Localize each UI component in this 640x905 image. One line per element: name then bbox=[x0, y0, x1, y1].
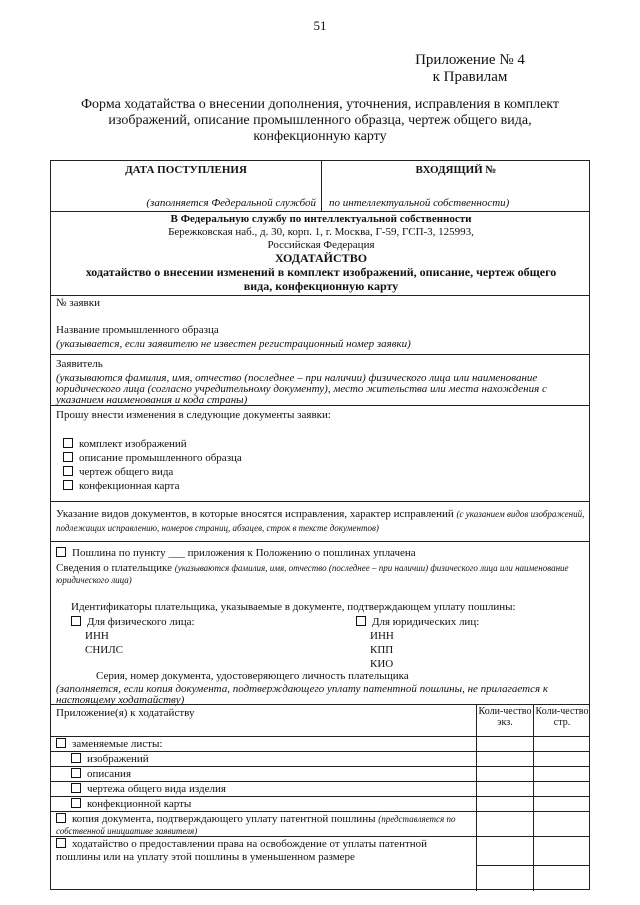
option-description[interactable]: описание промышленного образца bbox=[63, 451, 242, 465]
fee-paid[interactable]: Пошлина по пункту ___ приложения к Положению о пошлинах уплачена bbox=[56, 547, 416, 559]
corrections-block bbox=[56, 507, 586, 535]
corrections-label: Указание видов документов, в которые вносятся исправления, характер исправлений bbox=[56, 508, 454, 520]
fee-copy-note: (представляется по собственной инициативе заявителя) bbox=[56, 814, 456, 836]
addressee-line2: Бережковская наб., д. 30, корп. 1, г. Москва, Г-59, ГСП-3, 125993, bbox=[168, 226, 474, 238]
legal-kio: КИО bbox=[370, 658, 394, 670]
individual-inn: ИНН bbox=[85, 630, 109, 642]
payer-label: Сведения о плательщике bbox=[56, 562, 172, 574]
checkbox[interactable] bbox=[56, 738, 66, 748]
attachment-row-description[interactable]: описания bbox=[71, 768, 131, 780]
legal-checkbox-label[interactable]: Для юридических лиц: bbox=[356, 615, 479, 629]
individual-checkbox-label[interactable]: Для физического лица: bbox=[71, 615, 195, 629]
payer-block bbox=[56, 562, 586, 586]
petition-subheading: ходатайство о внесении изменений в комплект изображений, описание, чертеж общего вида, конфекционную карту bbox=[85, 265, 557, 293]
attachment-row-fee-exemption[interactable]: ходатайство о предоставлении права на освобождение от уплаты патентной пошлины или на уплату этой пошлины в уменьшенном размере bbox=[56, 838, 428, 863]
legal-inn: ИНН bbox=[370, 630, 394, 642]
payer-note: (указываются фамилия, имя, отчество (последнее – при наличии) физического лица или наименование юридического лица) bbox=[56, 563, 569, 585]
option-image-set[interactable]: комплект изображений bbox=[63, 437, 242, 451]
attachments-header: Приложение(я) к ходатайству bbox=[56, 707, 195, 719]
checkbox[interactable] bbox=[71, 616, 81, 626]
individual-ids bbox=[71, 615, 195, 657]
design-name-label: Название промышленного образца bbox=[56, 324, 219, 336]
checkbox[interactable] bbox=[71, 783, 81, 793]
checkbox[interactable] bbox=[56, 838, 66, 848]
checkbox[interactable] bbox=[356, 616, 366, 626]
checkbox[interactable] bbox=[63, 466, 73, 476]
petition-form bbox=[50, 160, 590, 890]
attachment-row-replaced-sheets[interactable]: заменяемые листы: bbox=[56, 738, 162, 750]
attachment-row-confection-card[interactable]: конфекционной карты bbox=[71, 798, 191, 810]
payer-ids-label: Идентификаторы плательщика, указываемые в документе, подтверждающем уплату пошлины: bbox=[71, 601, 516, 613]
checkbox[interactable] bbox=[71, 753, 81, 763]
appendix-line2: к Правилам bbox=[432, 69, 508, 85]
id-document-label: Серия, номер документа, удостоверяющего личность плательщика bbox=[96, 670, 409, 682]
attachment-row-images[interactable]: изображений bbox=[71, 753, 149, 765]
col-pages-header: Коли-чество стр. bbox=[535, 706, 589, 728]
addressee-line3: Российская Федерация bbox=[267, 239, 375, 251]
attachment-row-fee-copy[interactable]: копия документа, подтверждающего уплату патентной пошлины (представляется по собственной инициативе заявителя) bbox=[56, 813, 456, 836]
option-confection-card[interactable]: конфекционная карта bbox=[63, 479, 242, 493]
fill-note-right: по интеллектуальной собственности) bbox=[329, 197, 510, 209]
page-number: 51 bbox=[313, 18, 327, 33]
application-number-label: № заявки bbox=[56, 297, 100, 309]
individual-snils: СНИЛС bbox=[85, 644, 124, 656]
addressee-block bbox=[51, 213, 591, 252]
date-received-label: ДАТА ПОСТУПЛЕНИЯ bbox=[125, 164, 247, 176]
checkbox[interactable] bbox=[63, 452, 73, 462]
legal-ids bbox=[356, 615, 479, 671]
petition-heading: ХОДАТАЙСТВО bbox=[274, 251, 368, 265]
changes-options bbox=[63, 437, 242, 493]
col-copies-header: Коли-чество экз. bbox=[478, 706, 532, 728]
addressee-line1: В Федеральную службу по интеллектуальной собственности bbox=[170, 213, 472, 225]
id-document-note: (заполняется, если копия документа, подтверждающего уплату патентной пошлины, не прилагается к настоящему ходатайству) bbox=[56, 683, 548, 706]
checkbox[interactable] bbox=[71, 798, 81, 808]
changes-prompt: Прошу внести изменения в следующие документы заявки: bbox=[56, 409, 331, 421]
design-name-note: (указывается, если заявителю не известен регистрационный номер заявки) bbox=[56, 338, 411, 350]
form-title: Форма ходатайства о внесении дополнения, уточнения, исправления в комплект изображений, описание промышленного образца, чертеж общего вида, конфекционную карту bbox=[80, 97, 560, 144]
checkbox[interactable] bbox=[63, 438, 73, 448]
fill-note-left: (заполняется Федеральной службой bbox=[146, 197, 316, 209]
checkbox[interactable] bbox=[56, 813, 66, 823]
attachment-row-drawing[interactable]: чертежа общего вида изделия bbox=[71, 783, 226, 795]
legal-kpp: КПП bbox=[370, 644, 394, 656]
appendix-heading bbox=[380, 52, 560, 86]
checkbox[interactable] bbox=[56, 547, 66, 557]
applicant-label: Заявитель bbox=[56, 358, 103, 370]
incoming-number-label: ВХОДЯЩИЙ № bbox=[415, 164, 497, 176]
checkbox[interactable] bbox=[63, 480, 73, 490]
appendix-line1: Приложение № 4 bbox=[415, 52, 525, 68]
checkbox[interactable] bbox=[71, 768, 81, 778]
applicant-note: (указываются фамилия, имя, отчество (последнее – при наличии) физического лица или наименование юридического лица (согласно учредительному документу), место жительства или места нахождения с указанием наименования и кода страны) bbox=[56, 372, 547, 406]
corrections-note: (с указанием видов изображений, подлежащих исправлению, номеров страниц, абзацев, строк в тексте документов) bbox=[56, 509, 585, 533]
option-drawing[interactable]: чертеж общего вида bbox=[63, 465, 242, 479]
